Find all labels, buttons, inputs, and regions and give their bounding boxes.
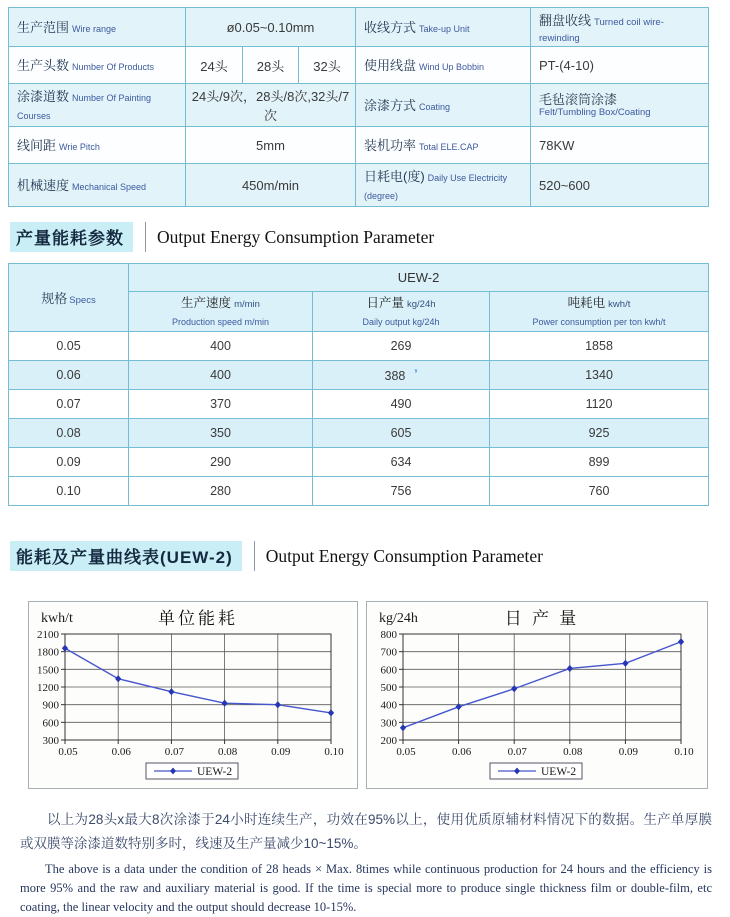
spec-value-cell <box>531 8 709 47</box>
section-title-en: Output Energy Consumption Parameter <box>265 545 543 566</box>
label-en: Total ELE.CAP <box>419 142 479 152</box>
svg-text:0.09: 0.09 <box>271 746 291 758</box>
output-cell: 756 <box>313 477 490 506</box>
label-en: Specs <box>69 294 96 306</box>
label-cn: 规格 <box>41 290 68 306</box>
label-unit: kg/24h <box>406 299 436 310</box>
output-cell <box>313 361 490 390</box>
speed-cell: 350 <box>129 419 313 448</box>
spec-row-wire-range <box>9 8 709 47</box>
spec-value-cell: ø0.05~0.10mm <box>186 8 356 47</box>
svg-text:0.08: 0.08 <box>217 746 238 758</box>
label-cn: 收线方式 <box>364 20 417 35</box>
svg-text:日 产 量: 日 产 量 <box>504 609 580 628</box>
output-table-group-header-row <box>9 264 709 292</box>
unit-energy-consumption-chart <box>28 601 358 789</box>
section-header-output-parameters <box>10 222 434 252</box>
svg-text:1500: 1500 <box>37 664 59 677</box>
consumption-cell: 1858 <box>490 332 709 361</box>
svg-text:600: 600 <box>380 664 397 677</box>
section-title-en: Output Energy Consumption Parameter <box>157 226 435 247</box>
spec-value-cell: 78KW <box>531 127 709 164</box>
spec-cell: 0.05 <box>9 332 129 361</box>
svg-text:0.05: 0.05 <box>396 746 416 758</box>
spec-label-cell <box>9 84 186 127</box>
consumption-cell: 899 <box>490 448 709 477</box>
label-en: Wire range <box>72 24 117 34</box>
svg-text:kwh/t: kwh/t <box>41 611 73 626</box>
table-row <box>9 419 709 448</box>
label-en: Number Of Products <box>72 62 155 72</box>
svg-text:900: 900 <box>42 699 59 712</box>
table-row <box>9 361 709 390</box>
svg-text:0.10: 0.10 <box>674 746 694 758</box>
label-cn: 日耗电(度) <box>364 169 425 184</box>
footnote-cn: 以上为28头x最大8次涂漆于24小时连续生产，功效在95%以上，使用优质原辅材料情况下的数据。生产单厚膜或双膜等涂漆道数特别多时，线速及生产量减少10~15%。 <box>20 812 712 851</box>
spec-label-cell <box>356 8 531 47</box>
label-cn: 线间距 <box>17 138 57 153</box>
svg-text:1200: 1200 <box>37 682 59 694</box>
spec-cell: 0.10 <box>9 477 129 506</box>
label-en: Wind Up Bobbin <box>419 62 485 72</box>
label-en: Production speed m/min <box>171 317 270 327</box>
svg-text:0.10: 0.10 <box>324 746 344 758</box>
spec-table <box>8 7 709 207</box>
speed-cell: 280 <box>129 477 313 506</box>
svg-text:0.06: 0.06 <box>451 746 472 758</box>
spec-label-cell <box>9 127 186 164</box>
svg-text:UEW-2: UEW-2 <box>541 766 577 778</box>
svg-text:2100: 2100 <box>37 629 59 641</box>
spec-row-wire-pitch <box>9 127 709 164</box>
label-cn: 涂漆道数 <box>17 89 70 104</box>
speed-cell: 400 <box>129 361 313 390</box>
label-cn: 机械速度 <box>17 178 70 193</box>
section-divider <box>145 222 146 252</box>
value-cn: 毛毡滚筒涂漆 <box>539 91 618 107</box>
column-header-cell <box>129 292 313 332</box>
label-cn: 生产速度 <box>181 296 232 310</box>
svg-text:1800: 1800 <box>37 646 59 659</box>
value-en: Turned coil wire-rewinding <box>539 17 664 44</box>
model-header-cell: UEW-2 <box>129 264 709 292</box>
line-chart <box>367 602 705 786</box>
spec-row-mechanical-speed <box>9 164 709 207</box>
svg-text:300: 300 <box>42 735 59 747</box>
spec-label-cell <box>356 47 531 84</box>
table-row <box>9 448 709 477</box>
label-cn: 涂漆方式 <box>364 98 417 113</box>
spec-value-cell <box>531 84 709 127</box>
label-en: Take-up Unit <box>419 24 470 34</box>
spec-label-cell <box>356 127 531 164</box>
label-cn: 生产范围 <box>17 20 70 35</box>
section-divider <box>254 541 255 571</box>
output-cell: 634 <box>313 448 490 477</box>
output-value: 388 <box>384 368 406 383</box>
table-row <box>9 332 709 361</box>
section-header-curve-charts <box>10 541 543 571</box>
svg-text:0.08: 0.08 <box>563 746 583 758</box>
value-cn: 翻盘收线 <box>539 13 592 28</box>
footnote <box>20 808 712 917</box>
svg-text:UEW-2: UEW-2 <box>197 766 233 778</box>
spec-label-cell <box>9 47 186 84</box>
spec-cell: 0.07 <box>9 390 129 419</box>
output-cell: 269 <box>313 332 490 361</box>
spec-row-painting-courses <box>9 84 709 127</box>
svg-text:0.06: 0.06 <box>111 746 131 758</box>
label-cn: 使用线盘 <box>364 58 417 73</box>
spec-label-cell <box>9 8 186 47</box>
consumption-cell: 925 <box>490 419 709 448</box>
label-en: Coating <box>419 102 451 112</box>
svg-text:700: 700 <box>380 646 397 659</box>
label-unit: kwh/t <box>608 299 631 310</box>
spec-value-cell: 28头 <box>243 47 299 84</box>
spec-label-cell <box>9 164 186 207</box>
output-energy-table <box>8 263 709 506</box>
label-cn: 日产量 <box>366 296 404 310</box>
value-en: Felt/Tumbling Box/Coating <box>539 106 651 118</box>
svg-text:500: 500 <box>380 682 397 694</box>
label-cn: 吨耗电 <box>567 296 606 310</box>
spec-value-cell: 450m/min <box>186 164 356 207</box>
spec-cell: 0.06 <box>9 361 129 390</box>
spec-value-cell: 5mm <box>186 127 356 164</box>
output-cell: 605 <box>313 419 490 448</box>
svg-text:单位能耗: 单位能耗 <box>158 609 238 628</box>
spec-value-cell: 32头 <box>299 47 356 84</box>
spec-label-cell <box>356 164 531 207</box>
speed-cell: 290 <box>129 448 313 477</box>
line-chart <box>29 602 355 786</box>
svg-text:0.09: 0.09 <box>618 746 639 758</box>
spec-cell: 0.09 <box>9 448 129 477</box>
svg-text:800: 800 <box>380 629 397 641</box>
section-title-cn: 产量能耗参数 <box>10 222 133 252</box>
svg-text:400: 400 <box>380 699 397 712</box>
label-en: Number Of Painting Courses <box>17 93 152 121</box>
label-cn: 装机功率 <box>364 138 417 153</box>
column-header-cell <box>313 292 490 332</box>
svg-text:0.07: 0.07 <box>507 746 527 758</box>
column-header-cell <box>490 292 709 332</box>
speed-cell: 370 <box>129 390 313 419</box>
footnote-en: The above is a data under the condition of 28 heads × Max. 8times while continuous production for 24 hours and the efficiency is more 95% and the raw and auxiliary material is good. If the time is special more to produce single thickness film or double-film, etc coating, the linear velocity and the output should decrease 10-15%. <box>20 862 712 914</box>
svg-text:600: 600 <box>42 717 59 730</box>
label-en: Mechanical Speed <box>72 182 147 192</box>
section-title-cn: 能耗及产量曲线表(UEW-2) <box>10 541 242 571</box>
label-unit: m/min <box>234 299 260 310</box>
label-en: Daily Use Electricity (degree) <box>364 173 508 201</box>
output-cell: 490 <box>313 390 490 419</box>
speed-cell: 400 <box>129 332 313 361</box>
svg-text:kg/24h: kg/24h <box>379 611 418 626</box>
spec-cell: 0.08 <box>9 419 129 448</box>
spec-value-cell: 520~600 <box>531 164 709 207</box>
spec-label-cell <box>356 84 531 127</box>
svg-text:0.07: 0.07 <box>164 746 185 758</box>
table-row <box>9 477 709 506</box>
label-cn: 生产头数 <box>17 58 70 73</box>
spec-value-cell: 24头/9次，28头/8次,32头/7次 <box>186 84 356 127</box>
spec-value-cell: 24头 <box>186 47 243 84</box>
label-en: Daily output kg/24h <box>362 317 440 327</box>
label-en: Wrie Pitch <box>59 142 100 152</box>
consumption-cell: 1120 <box>490 390 709 419</box>
consumption-cell: 1340 <box>490 361 709 390</box>
label-en: Power consumption per ton kwh/t <box>532 317 666 327</box>
daily-output-chart <box>366 601 708 789</box>
specs-header-cell <box>9 264 129 332</box>
spec-value-cell: PT-(4-10) <box>531 47 709 84</box>
table-row <box>9 390 709 419</box>
spec-row-number-of-products <box>9 47 709 84</box>
svg-text:300: 300 <box>380 717 397 730</box>
consumption-cell: 760 <box>490 477 709 506</box>
svg-text:200: 200 <box>380 735 397 747</box>
svg-text:0.05: 0.05 <box>58 746 78 758</box>
scan-artifact-mark: ’ <box>414 367 418 380</box>
